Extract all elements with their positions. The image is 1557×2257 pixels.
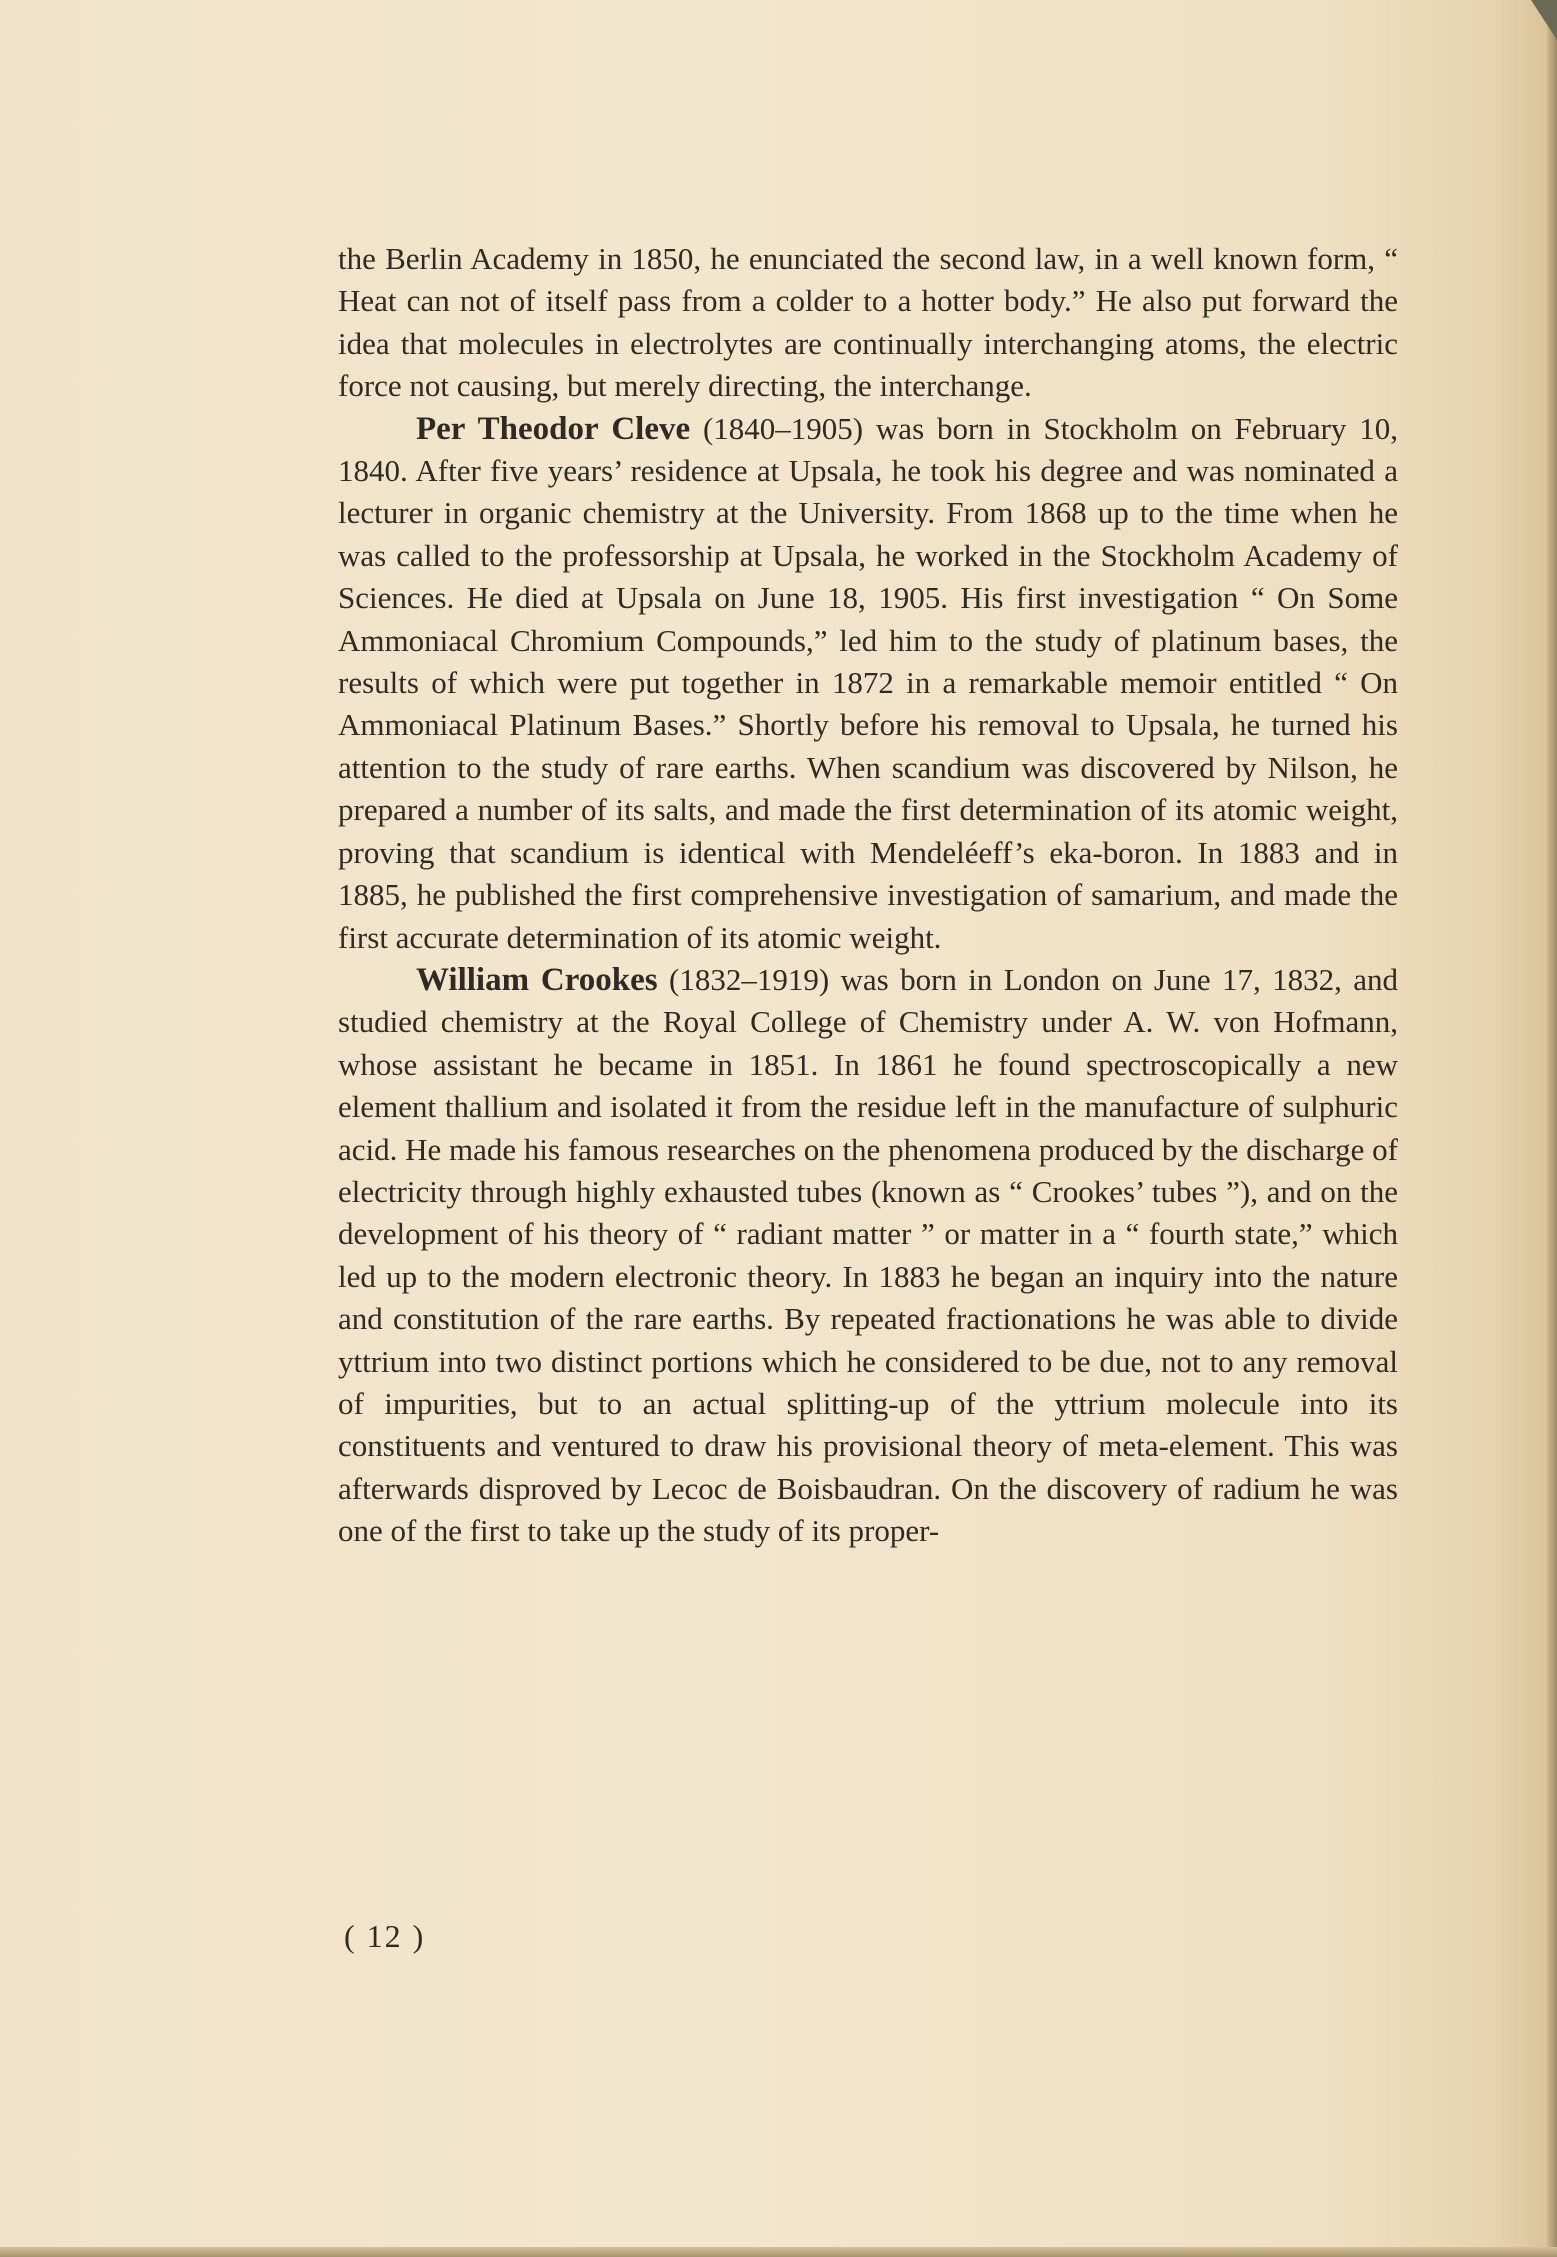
body-text <box>338 238 1398 1553</box>
page-number: ( 12 ) <box>344 1918 426 1954</box>
paragraph-crookes <box>338 959 1398 1553</box>
paragraph-clausius-continued <box>338 238 1398 408</box>
paragraph-text: the Berlin Academy in 1850, he enunciated the second law, in a well known form, “ Heat can not of itself pass from a colder to a hotter body.” He also put forward the idea that molecules in electrolytes are continually interchanging atoms, the electric force not causing, but merely directing, the interchange. <box>338 241 1398 404</box>
person-name-cleve: Per Theodor Cleve <box>416 410 691 447</box>
paragraph-cleve <box>338 408 1398 959</box>
page-edge-bottom <box>0 2247 1557 2257</box>
paragraph-text: (1840–1905) was born in Stockholm on February 10, 1840. After five years’ residence at Upsala, he took his degree and was nominated a lecturer in organic chemistry at the University. From 1868 up to the time when he was called to the professorship at Upsala, he worked in the Stockholm Academy of Sciences. He died at Upsala on June 18, 1905. His first investigation “ On Some Ammoniacal Chromium Compounds,” led him to the study of platinum bases, the results of which were put together in 1872 in a remarkable memoir entitled “ On Ammoniacal Platinum Bases.” Shortly before his removal to Upsala, he turned his attention to the study of rare earths. When scandium was discovered by Nilson, he prepared a number of its salts, and made the first determination of its atomic weight, proving that scandium is identical with Mendeléeff’s eka-boron. In 1883 and in 1885, he published the first comprehensive investigation of samarium, and made the first accurate determination of its atomic weight. <box>338 410 1398 955</box>
paragraph-text: (1832–1919) was born in London on June 17, 1832, and studied chemistry at the Royal College of Chemistry under A. W. von Hofmann, whose assistant he became in 1851. In 1861 he found spectroscopically a new element thallium and isolated it from the residue left in the manufacture of sulphuric acid. He made his famous researches on the phenomena produced by the discharge of electricity through highly exhausted tubes (known as “ Crookes’ tubes ”), and on the development of his theory of “ radiant matter ” or matter in a “ fourth state,” which led up to the modern electronic theory. In 1883 he began an inquiry into the nature and constitution of the rare earths. By repeated fractionations he was able to divide yttrium into two distinct portions which he considered to be due, not to any removal of impurities, but to an actual splitting-up of the yttrium molecule into its constituents and ventured to draw his provisional theory of meta-element. This was afterwards disproved by Lecoc de Boisbaudran. On the discovery of radium he was one of the first to take up the study of its proper- <box>338 961 1399 1549</box>
page-edge-right <box>1547 0 1557 2257</box>
person-name-crookes: William Crookes <box>416 961 658 998</box>
